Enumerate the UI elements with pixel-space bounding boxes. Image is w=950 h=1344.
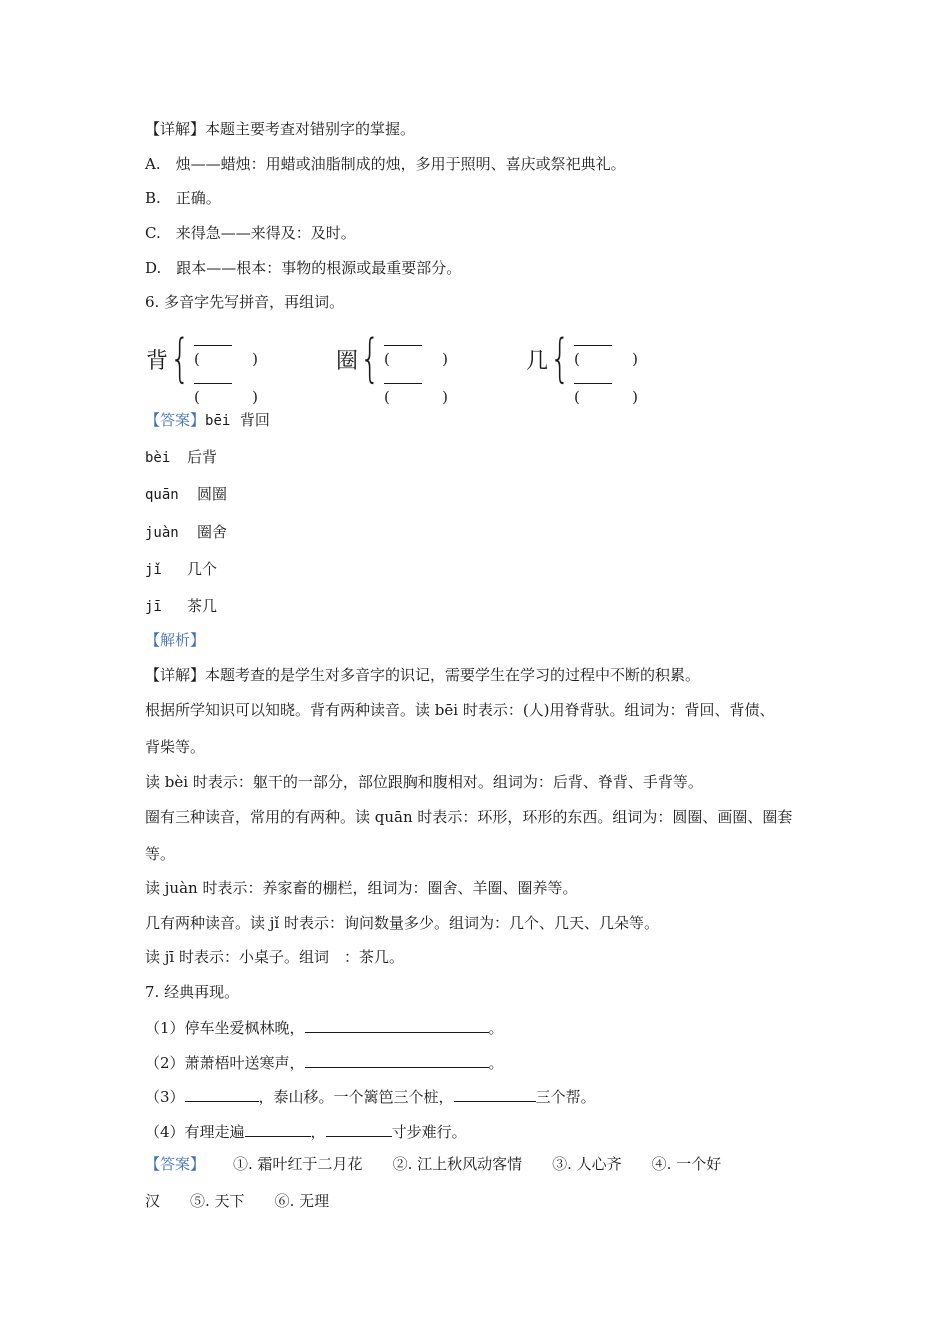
explain-detail: 【详解】本题主要考查对错别字的掌握。 bbox=[145, 120, 416, 138]
answer-row: juàn 圈舍 bbox=[145, 523, 228, 541]
answer-blank[interactable] bbox=[245, 1120, 311, 1137]
poem-item-4: （4）有理走遍 ， 寸步难行。 bbox=[145, 1120, 467, 1143]
answer-7-row-2: 汉 ⑤. 天下 ⑥. 无理 bbox=[145, 1192, 330, 1210]
analysis-paragraph: 读 jī 时表示：小桌子。组词 ：茶几。 bbox=[145, 948, 404, 966]
pinyin-blank bbox=[574, 371, 612, 384]
poem-item-2: （2）萧萧梧叶送寒声， 。 bbox=[145, 1051, 504, 1074]
answer-label: 【答案】 bbox=[145, 1155, 206, 1173]
pinyin-blank bbox=[194, 333, 232, 346]
answer-blank[interactable] bbox=[454, 1085, 536, 1102]
blank-row: ( ) bbox=[194, 370, 258, 406]
analysis-paragraph: 几有两种读音。读 jǐ 时表示：询问数量多少。组词为：几个、几天、几朵等。 bbox=[145, 914, 659, 932]
answer-blank[interactable] bbox=[326, 1120, 392, 1137]
blank-row: ( ) bbox=[384, 332, 448, 368]
answer-blank[interactable] bbox=[305, 1016, 489, 1033]
explain-option-d: D. 跟本——根本：事物的根源或最重要部分。 bbox=[145, 259, 462, 277]
analysis-paragraph: 圈有三种读音，常用的有两种。读 quān 时表示：环形，环形的东西。组词为：圆圈、画圈、圈套 bbox=[145, 808, 793, 826]
explain-option-c: C. 来得急——来得及：及时。 bbox=[145, 224, 356, 242]
question-7-title: 7. 经典再现。 bbox=[145, 983, 240, 1001]
blank-row: ( ) bbox=[384, 370, 448, 406]
polyphone-char: 圈 bbox=[336, 349, 359, 374]
blank-row: ( ) bbox=[574, 370, 638, 406]
pinyin-blank bbox=[384, 333, 422, 346]
analysis-paragraph: 读 juàn 时表示：养家畜的棚栏，组词为：圈舍、羊圈、圈养等。 bbox=[145, 879, 578, 897]
answer-row: jī 茶几 bbox=[145, 597, 218, 615]
poem-item-3: （3） ，泰山移。一个篱笆三个桩， 三个帮。 bbox=[145, 1085, 596, 1108]
analysis-paragraph: 读 bèi 时表示：躯干的一部分，部位跟胸和腹相对。组词为：后背、脊背、手背等。 bbox=[145, 773, 703, 791]
polyphone-char: 几 bbox=[526, 349, 549, 374]
poem-item-1: （1）停车坐爱枫林晚， 。 bbox=[145, 1016, 504, 1039]
answer-label: 【答案】 bbox=[145, 411, 206, 429]
analysis-detail: 【详解】本题考查的是学生对多音字的识记，需要学生在学习的过程中不断的积累。 bbox=[145, 666, 701, 684]
pinyin-blank bbox=[384, 371, 422, 384]
blank-row: ( ) bbox=[194, 332, 258, 368]
brace-icon: { bbox=[550, 329, 570, 389]
brace-icon: { bbox=[360, 329, 380, 389]
brace-icon: { bbox=[170, 329, 190, 389]
analysis-paragraph: 根据所学知识可以知晓。背有两种读音。读 bēi 时表示：(人)用脊背驮。组词为：背回、背债、 bbox=[145, 701, 775, 719]
pinyin-blank bbox=[194, 371, 232, 384]
analysis-paragraph: 等。 bbox=[145, 845, 176, 863]
answer-row: 【答案】bēi 背回 bbox=[145, 411, 270, 429]
answer-row: bèi 后背 bbox=[145, 448, 218, 466]
question-6-title: 6. 多音字先写拼音，再组词。 bbox=[145, 293, 345, 311]
answer-7-row: 【答案】 ①. 霜叶红于二月花 ②. 江上秋风动客情 ③. 人心齐 ④. 一个好 bbox=[145, 1155, 722, 1173]
explain-option-a: A. 烛——蜡烛：用蜡或油脂制成的烛，多用于照明、喜庆或祭祀典礼。 bbox=[145, 155, 626, 173]
blank-row: ( ) bbox=[574, 332, 638, 368]
answer-blank[interactable] bbox=[185, 1085, 259, 1102]
explain-option-b: B. 正确。 bbox=[145, 189, 221, 207]
polyphone-char: 背 bbox=[146, 349, 169, 374]
analysis-paragraph: 背柴等。 bbox=[145, 738, 206, 756]
answer-row: quān 圆圈 bbox=[145, 485, 228, 503]
answer-row: jǐ 几个 bbox=[145, 560, 218, 578]
analysis-label: 【解析】 bbox=[145, 631, 206, 649]
answer-blank[interactable] bbox=[305, 1051, 489, 1068]
pinyin-blank bbox=[574, 333, 612, 346]
